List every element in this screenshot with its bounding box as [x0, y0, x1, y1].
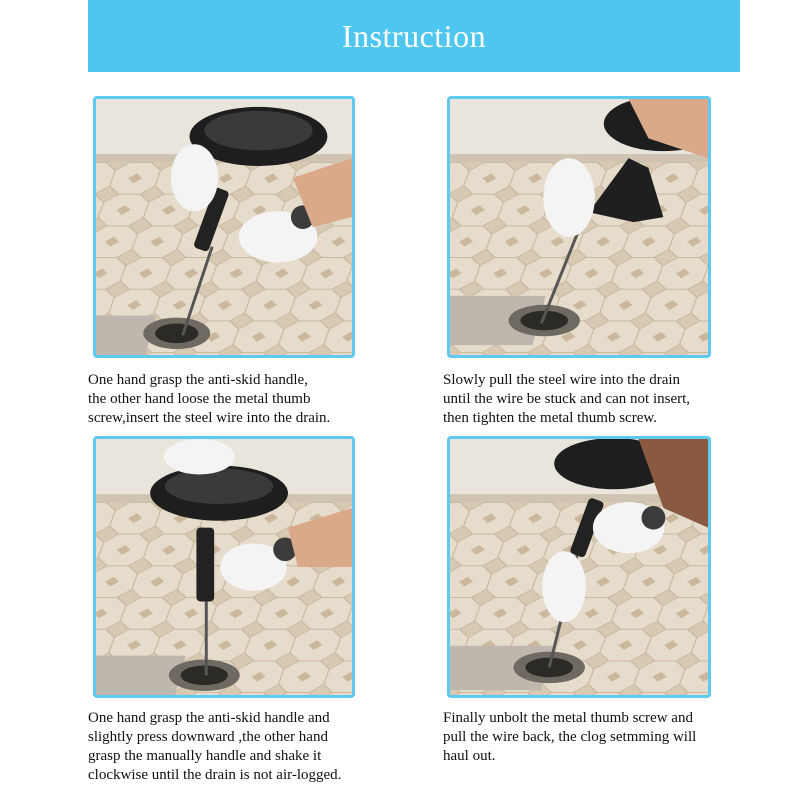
caption-line: Slowly pull the steel wire into the drain: [443, 372, 681, 388]
caption-line: the other hand loose the metal thumb: [88, 391, 311, 407]
step-4-caption: [443, 709, 696, 766]
step-2-caption: [443, 371, 690, 428]
step-3-caption: [88, 709, 341, 785]
page-title: Instruction: [341, 17, 487, 54]
caption-line: One hand grasp the anti-skid handle,: [88, 372, 308, 388]
step-3-photo: [93, 436, 355, 698]
caption-line: slightly press downward ,the other hand: [88, 729, 328, 745]
caption-line: pull the wire back, the clog setmming will: [443, 729, 697, 745]
step-1-caption: [88, 371, 330, 428]
step-4-photo: [447, 436, 711, 698]
step-1-photo: [93, 96, 355, 358]
caption-line: Finally unbolt the metal thumb screw and: [443, 710, 693, 726]
step-2-photo: [447, 96, 711, 358]
caption-line: until the wire be stuck and can not insert,: [443, 391, 691, 407]
caption-line: One hand grasp the anti-skid handle and: [88, 710, 330, 726]
caption-line: screw,insert the steel wire into the drain.: [88, 410, 331, 426]
caption-line: haul out.: [443, 748, 496, 764]
caption-line: clockwise until the drain is not air-logged.: [88, 767, 342, 783]
caption-line: grasp the manually handle and shake it: [88, 748, 322, 764]
header-banner: [88, 0, 740, 72]
caption-line: then tighten the metal thumb screw.: [443, 410, 657, 426]
